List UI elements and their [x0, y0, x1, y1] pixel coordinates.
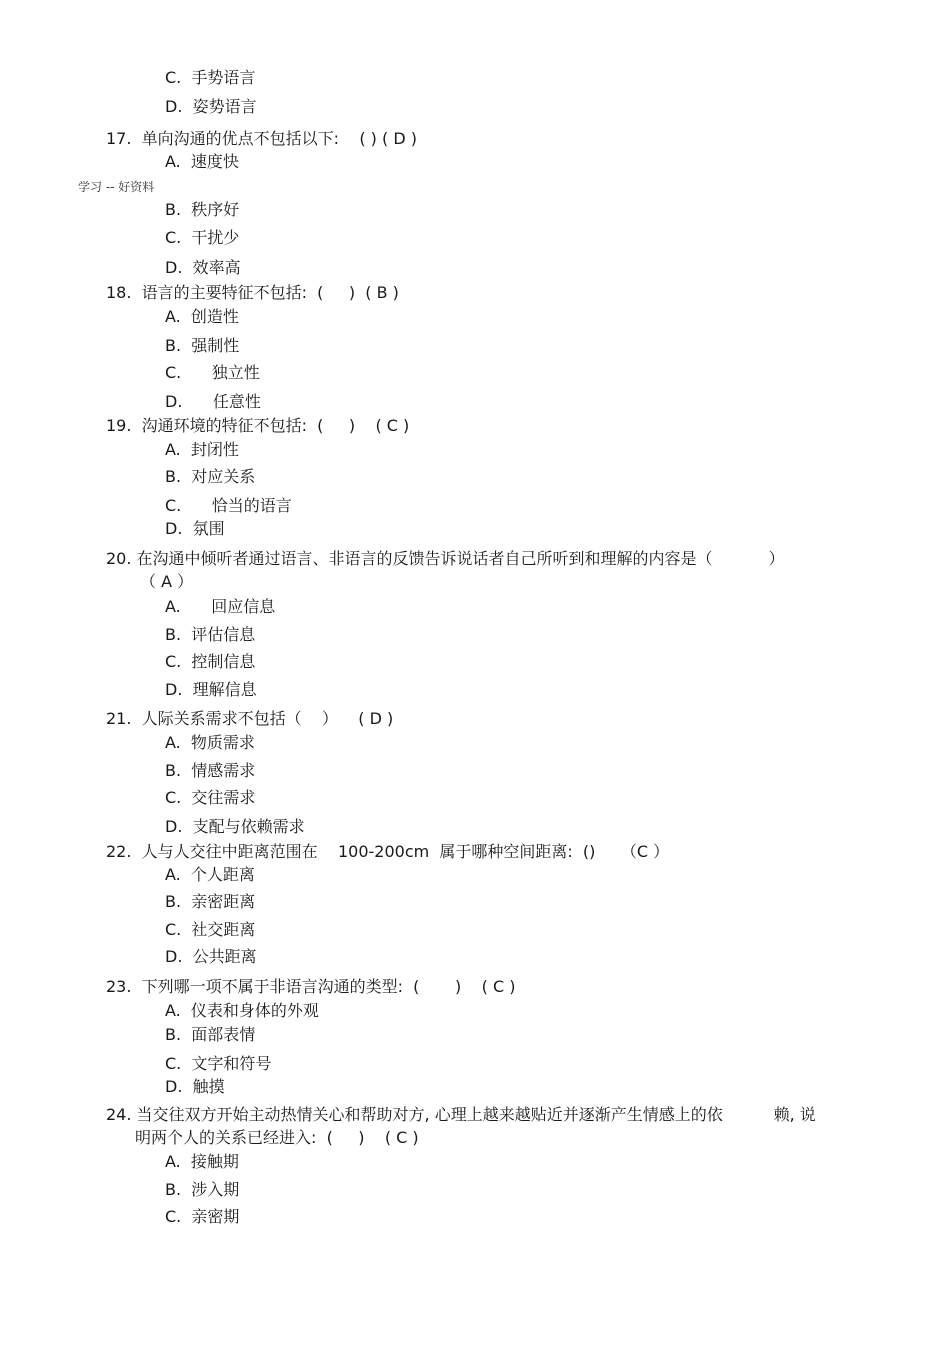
option-line: A. 物质需求 — [165, 733, 255, 752]
option-line: C. 恰当的语言 — [165, 496, 292, 515]
option-line: D. 公共距离 — [165, 947, 257, 966]
question-line: 24. 当交往双方开始主动热情关心和帮助对方, 心理上越来越贴近并逐渐产生情感上的依 赖, 说 — [106, 1105, 816, 1124]
question-continuation: 明两个人的关系已经进入: ( ) ( C ) — [135, 1128, 419, 1147]
question-line: 18. 语言的主要特征不包括: ( ) ( B ) — [106, 283, 399, 302]
option-line: B. 强制性 — [165, 336, 240, 355]
option-line: C. 交往需求 — [165, 788, 256, 807]
option-line: C. 干扰少 — [165, 228, 240, 247]
option-line: D. 支配与依赖需求 — [165, 817, 305, 836]
option-line: C. 亲密期 — [165, 1207, 240, 1226]
option-line: A. 回应信息 — [165, 597, 276, 616]
option-line: A. 封闭性 — [165, 440, 239, 459]
answer-continuation: （ A ） — [140, 572, 194, 591]
option-line: C. 手势语言 — [165, 68, 256, 87]
question-line: 21. 人际关系需求不包括（ ） ( D ) — [106, 709, 394, 728]
option-line: D. 理解信息 — [165, 680, 257, 699]
option-line: C. 社交距离 — [165, 920, 256, 939]
option-line: A. 速度快 — [165, 152, 239, 171]
option-line: C. 独立性 — [165, 363, 260, 382]
question-line: 20. 在沟通中倾听者通过语言、非语言的反馈告诉说话者自己所听到和理解的内容是（ ） — [106, 549, 785, 568]
question-line: 19. 沟通环境的特征不包括: ( ) ( C ) — [106, 416, 410, 435]
option-line: B. 秩序好 — [165, 200, 240, 219]
option-line: D. 触摸 — [165, 1077, 225, 1096]
option-line: B. 对应关系 — [165, 467, 256, 486]
option-line: C. 文字和符号 — [165, 1054, 272, 1073]
option-line: B. 涉入期 — [165, 1180, 240, 1199]
option-line: A. 仪表和身体的外观 — [165, 1001, 319, 1020]
watermark-text: 学习 -- 好资料 — [78, 180, 155, 194]
option-line: B. 亲密距离 — [165, 892, 256, 911]
option-line: D. 任意性 — [165, 392, 261, 411]
option-line: A. 创造性 — [165, 307, 239, 326]
option-line: A. 个人距离 — [165, 865, 255, 884]
option-line: B. 评估信息 — [165, 625, 256, 644]
question-line: 17. 单向沟通的优点不包括以下: ( ) ( D ) — [106, 129, 417, 148]
option-line: A. 接触期 — [165, 1152, 239, 1171]
option-line: D. 姿势语言 — [165, 97, 257, 116]
option-line: D. 氛围 — [165, 519, 225, 538]
option-line: C. 控制信息 — [165, 652, 256, 671]
option-line: B. 面部表情 — [165, 1025, 256, 1044]
question-line: 23. 下列哪一项不属于非语言沟通的类型: ( ) ( C ) — [106, 977, 516, 996]
option-line: B. 情感需求 — [165, 761, 256, 780]
option-line: D. 效率高 — [165, 258, 241, 277]
question-line: 22. 人与人交往中距离范围在 100-200cm 属于哪种空间距离: () （C ） — [106, 842, 670, 861]
